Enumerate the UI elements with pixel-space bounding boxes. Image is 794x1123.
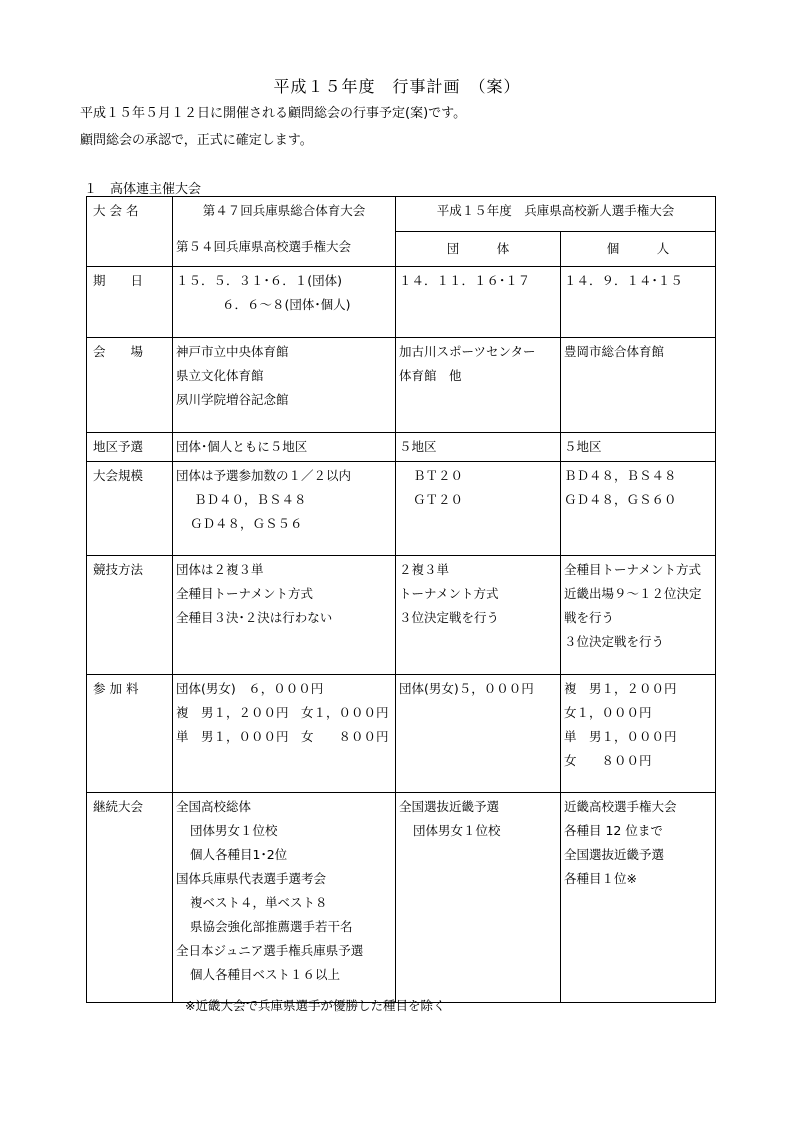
row-col1: 全国高校総体 団体男女１位校 個人各種目1･2位 国体兵庫県代表選手選考会 複ベスト４，単ベスト８ 県協会強化部推薦選手若干名 全日本ジュニア選手権兵庫県予選 個人各種目ベスト１６以上 xyxy=(173,793,396,1003)
header-col1-top: 第４７回兵庫県総合体育大会 xyxy=(202,203,366,218)
row-label: 会 場 xyxy=(87,338,173,433)
row-col3: 豊岡市総合体育館 xyxy=(561,338,716,433)
header-col23: 平成１５年度 兵庫県高校新人選手権大会 xyxy=(436,203,675,218)
section-title: １ 高体連主催大会 xyxy=(84,182,202,197)
row-col3: １４．９．１４･１５ xyxy=(561,267,716,338)
row-col2: １４．１１．１６･１７ xyxy=(396,267,561,338)
page-title: 平成１５年度 行事計画 （案） xyxy=(273,77,521,96)
header-col2-cell xyxy=(396,232,561,267)
header-col2: 団 体 xyxy=(446,241,510,256)
table-row xyxy=(87,462,716,556)
row-label: 大会規模 xyxy=(87,462,173,556)
row-label: 継続大会 xyxy=(87,793,173,1003)
row-col3: 複 男１，２００円 女１，０００円 単 男１，０００円 女 ８００円 xyxy=(561,675,716,793)
row-col3: ５地区 xyxy=(561,433,716,462)
row-col1: 団体(男女) ６，０００円 複 男１，２００円 女１，０００円 単 男１，０００円 女 ８００円 xyxy=(173,675,396,793)
footnote: ※近畿大会で兵庫県選手が優勝した種目を除く xyxy=(185,998,446,1013)
intro-line-1: 平成１５年５月１２日に開催される顧問総会の行事予定(案)です。 xyxy=(80,106,467,121)
header-col3-cell xyxy=(561,232,716,267)
row-label: 参 加 料 xyxy=(87,675,173,793)
row-col1: １５．５．３１･６．１(団体) ６．６～８(団体･個人) xyxy=(173,267,396,338)
row-col1: 神戸市立中央体育館 県立文化体育館 夙川学院増谷記念館 xyxy=(173,338,396,433)
table-row xyxy=(87,433,716,462)
row-col2: ５地区 xyxy=(396,433,561,462)
event-table xyxy=(86,196,716,1003)
row-col2: 団体(男女)５，０００円 xyxy=(396,675,561,793)
table-row xyxy=(87,556,716,675)
row-col1: 団体･個人ともに５地区 xyxy=(173,433,396,462)
row-col3: 全種目トーナメント方式 近畿出場９～１２位決定戦を行う ３位決定戦を行う xyxy=(561,556,716,675)
row-col2: ２複３単 トーナメント方式 ３位決定戦を行う xyxy=(396,556,561,675)
row-col3: 近畿高校選手権大会 各種目 12 位まで 全国選抜近畿予選 各種目１位※ xyxy=(561,793,716,1003)
header-col3: 個 人 xyxy=(606,241,670,256)
header-label-cell xyxy=(87,197,173,267)
row-col1: 団体は２複３単 全種目トーナメント方式 全種目３決･２決は行わない xyxy=(173,556,396,675)
table-row xyxy=(87,338,716,433)
row-col2: 加古川スポーツセンター 体育館 他 xyxy=(396,338,561,433)
header-col1-bottom: 第５４回兵庫県高校選手権大会 xyxy=(176,239,352,254)
table-row xyxy=(87,793,716,1003)
row-col1: 団体は予選参加数の１／２以内 ＢＤ４０，ＢＳ４８ ＧＤ４８，ＧＳ５６ xyxy=(173,462,396,556)
row-col2: 全国選抜近畿予選 団体男女１位校 xyxy=(396,793,561,1003)
row-label: 競技方法 xyxy=(87,556,173,675)
table-row xyxy=(87,267,716,338)
table-row xyxy=(87,675,716,793)
header-label: 大 会 名 xyxy=(93,203,139,218)
row-col3: ＢＤ４８，ＢＳ４８ ＧＤ４８，ＧＳ６０ xyxy=(561,462,716,556)
intro-line-2: 顧問総会の承認で，正式に確定します。 xyxy=(80,133,313,148)
header-col23-cell xyxy=(396,197,716,232)
row-col2: ＢＴ２０ ＧＴ２０ xyxy=(396,462,561,556)
row-label: 地区予選 xyxy=(87,433,173,462)
header-col1-cell xyxy=(173,197,396,267)
row-label: 期 日 xyxy=(87,267,173,338)
